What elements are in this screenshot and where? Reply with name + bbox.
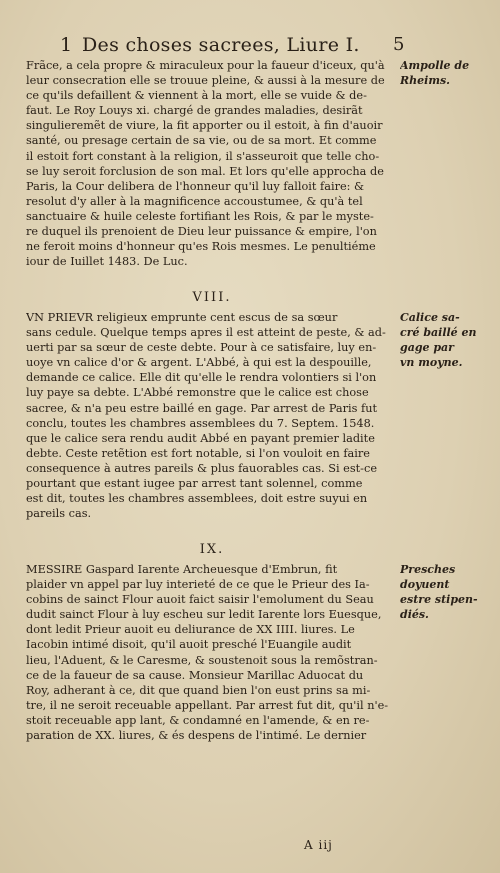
margin-line: Calice sa- [400, 311, 460, 324]
text-line: dont ledit Prieur auoit eu deliurance de XX IIII. liures. Le [26, 623, 355, 637]
section-numeral-ix: IX. [199, 542, 225, 557]
paragraph-ix [26, 562, 398, 743]
text-line: stoit receuable app lant, & condamné en l'amende, & en re- [26, 713, 370, 727]
text-line: conclu, toutes les chambres assemblees du 7. Septem. 1548. [26, 416, 375, 430]
margin-note-presches [400, 562, 495, 622]
text-line: sacree, & n'a peu estre baillé en gage. Par arrest de Paris fut [26, 401, 378, 415]
margin-line: cré baillé en [400, 326, 477, 339]
signature-mark: A iij [304, 838, 333, 852]
margin-note-calice [400, 310, 495, 370]
text-line: il estoit fort constant à la religion, il s'asseuroit que telle cho- [26, 149, 380, 163]
margin-line: Rheims. [400, 74, 450, 87]
text-line: sanctuaire & huile celeste fortifiant les Rois, & par le myste- [26, 209, 374, 223]
text-line: MESSIRE Gaspard Iarente Archeuesque d'Embrun, fit [26, 563, 338, 576]
text-line: ce qu'ils defaillent & viennent à la mort, elle se vuide & de- [26, 89, 367, 103]
folio-number: 5 [393, 34, 405, 55]
text-line: est dit, toutes les chambres assemblees, doit estre suyui en [26, 492, 368, 506]
margin-line: diés. [400, 608, 429, 621]
text-line: dudit sainct Flour à luy escheu sur ledit Iarente lors Euesque, [26, 608, 382, 622]
paragraph-viii [26, 310, 398, 521]
margin-line: gage par [400, 341, 454, 354]
text-line: re duquel ils prenoient de Dieu leur puissance & empire, l'on [26, 225, 377, 239]
text-line: luy paye sa debte. L'Abbé remonstre que le calice est chose [26, 386, 369, 400]
text-line: tre, il ne seroit receuable appellant. Par arrest fut dit, qu'il n'e- [26, 698, 389, 712]
margin-line: Presches [400, 563, 456, 576]
text-line: santé, ou presage certain de sa vie, ou de sa mort. Et comme [26, 134, 377, 148]
margin-note-ampolle [400, 58, 495, 88]
header-page-number: 1 [60, 34, 73, 56]
text-line: resolut d'y aller à la magnificence accoustumee, & qu'à tel [26, 194, 363, 208]
text-line: pourtant que estant iugee par arrest tant solennel, comme [26, 477, 363, 491]
margin-line: doyuent [400, 578, 450, 591]
text-line: uoye vn calice d'or & argent. L'Abbé, à qui est la despouille, [26, 356, 372, 370]
text-line: leur consecration elle se trouue pleine, & aussi à la mesure de [26, 74, 385, 88]
text-line: pareils cas. [26, 507, 92, 521]
text-line: se luy seroit forclusion de son mal. Et lors qu'elle approcha de [26, 164, 384, 178]
text-line: debte. Ceste retẽtion est fort notable, si l'on vouloit en faire [26, 446, 370, 460]
text-line: consequence à autres pareils & plus fauorables cas. Si est-ce [26, 461, 378, 475]
text-line: sans cedule. Quelque temps apres il est atteint de peste, & ad- [26, 326, 386, 340]
text-line: lieu, l'Aduent, & le Caresme, & soustenoit sous la remõstran- [26, 653, 378, 667]
margin-line: Ampolle de [400, 59, 470, 72]
section-numeral-viii: VIII. [192, 290, 232, 305]
text-line: singulieremẽt de viure, la fit apporter ou il estoit, à fin d'auoir [26, 119, 383, 133]
text-line: Paris, la Cour delibera de l'honneur qu'il luy falloit faire: & [26, 179, 365, 193]
text-line: VN PRIEVR religieux emprunte cent escus de sa sœur [26, 311, 338, 324]
text-line: paration de XX. liures, & és despens de l'intimé. Le dernier [26, 729, 367, 743]
paragraph-continuation [26, 58, 398, 269]
text-line: ce de la faueur de sa cause. Monsieur Marillac Aduocat du [26, 668, 364, 682]
text-line: uerti par sa sœur de ceste debte. Pour à ce satisfaire, luy en- [26, 341, 377, 355]
margin-line: estre stipen- [400, 593, 478, 606]
text-line: cobins de sainct Flour auoit faict saisir l'emolument du Seau [26, 593, 374, 607]
text-line: iour de Iuillet 1483. De Luc. [26, 255, 188, 269]
text-line: plaider vn appel par luy interieté de ce que le Prieur des Ia- [26, 578, 370, 592]
text-line: ne feroit moins d'honneur qu'es Rois mesmes. Le penultiéme [26, 240, 376, 254]
text-line: demande ce calice. Elle dit qu'elle le rendra volontiers si l'on [26, 371, 377, 385]
text-line: faut. Le Roy Louys xi. chargé de grandes maladies, desirãt [26, 104, 363, 118]
running-title: Des choses sacrees, Liure I. [82, 34, 360, 56]
text-line: Roy, adherant à ce, dit que quand bien l'on eust prins sa mi- [26, 683, 371, 697]
text-line: Frãce, a cela propre & miraculeux pour la faueur d'iceux, qu'à [26, 59, 385, 72]
text-line: Iacobin intimé disoit, qu'il auoit presché l'Euangile audit [26, 638, 352, 652]
margin-line: vn moyne. [400, 356, 463, 369]
text-line: que le calice sera rendu audit Abbé en payant premier ladite [26, 431, 375, 445]
running-header [60, 34, 410, 56]
